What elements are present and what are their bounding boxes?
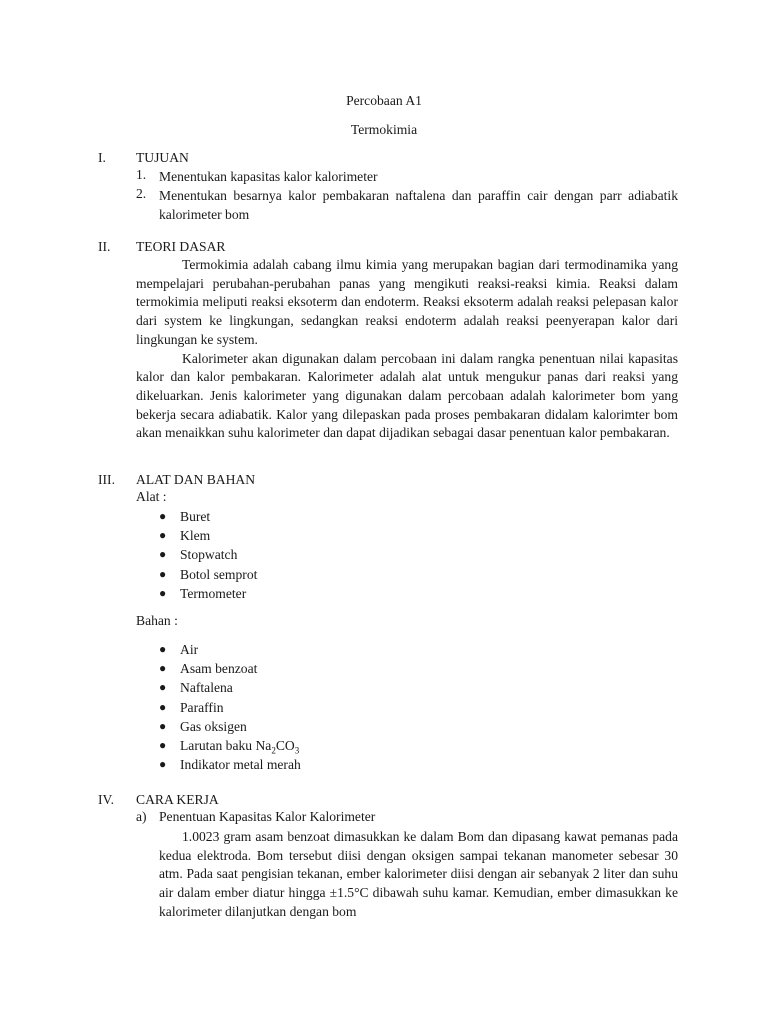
list-item: ● Paraffin xyxy=(159,698,301,717)
section-number-alat-bahan: III. xyxy=(98,472,115,487)
list-item: ● Indikator metal merah xyxy=(159,755,301,774)
bullet-icon: ● xyxy=(159,528,167,543)
bahan-label: Bahan : xyxy=(136,613,178,628)
bullet-icon: ● xyxy=(159,680,167,695)
bahan-list xyxy=(159,640,301,774)
list-item: ● Naftalena xyxy=(159,678,301,697)
alat-list xyxy=(159,507,257,603)
cara-kerja-sub-a-title: Penentuan Kapasitas Kalor Kalorimeter xyxy=(159,809,376,824)
list-item: ● Termometer xyxy=(159,584,257,603)
tujuan-item-text: Menentukan kapasitas kalor kalorimeter xyxy=(159,169,378,184)
section-heading-tujuan: TUJUAN xyxy=(136,150,189,165)
document-title: Percobaan A1 xyxy=(346,93,422,108)
bullet-icon: ● xyxy=(159,642,167,656)
section-heading-teori: TEORI DASAR xyxy=(136,239,226,254)
section-heading-alat-bahan: ALAT DAN BAHAN xyxy=(136,472,256,487)
document-subtitle: Termokimia xyxy=(350,122,418,137)
bullet-icon: ● xyxy=(159,757,167,772)
bullet-icon: ● xyxy=(159,566,167,581)
bullet-icon: ● xyxy=(159,737,167,752)
list-item: ● Gas oksigen xyxy=(159,717,301,736)
list-item: ● Air xyxy=(159,640,301,659)
bullet-icon: ● xyxy=(159,509,167,523)
bullet-icon: ● xyxy=(159,699,167,714)
bullet-icon: ● xyxy=(159,547,167,562)
list-item: ● Larutan baku $Na_2CO_3$ xyxy=(159,737,300,756)
list-item: ● Klem xyxy=(159,526,257,545)
alat-label: Alat : xyxy=(136,489,167,504)
tujuan-item-number: 1. xyxy=(136,167,147,182)
teori-paragraph-2: Kalorimeter akan digunakan dalam percobaan ini dalam rangka penentuan nilai kapasitas kalor dan kalor pembakaran. Kalorimeter adalah alat untuk mengukur panas dari reaksi yang dikeluarkan. Jenis kalorimeter yang digunakan dalam percobaan adalah kalorimeter bom yang bekerja secara adiabatik. Kalor yang dilepaskan pada proses pembakaran didalam kalorimter bom akan menaikkan suhu kalorimeter dan dapat dijadikan sebagai dasar penentuan kalor pembakaran. xyxy=(136,350,678,441)
section-number-teori: II. xyxy=(98,239,111,254)
cara-kerja-sub-a-text: 1.0023 gram asam benzoat dimasukkan ke dalam Bom dan dipasang kawat pemanas pada kedua elektroda. Bom tersebut diisi dengan oksigen sampai tekanan manometer sebesar 30 atm. Pada saat pengisian tekanan, ember kalorimeter diisi dengan air sebanyak 2 liter dan suhu air dalam ember diatur hingga ±1.5°C dibawah suhu kamar. Kemudian, ember dimasukkan ke kalorimeter dilanjutkan dengan bom xyxy=(159,829,678,919)
section-number-cara-kerja: IV. xyxy=(98,792,114,807)
bullet-icon: ● xyxy=(159,661,167,676)
list-item: ● Stopwatch xyxy=(159,545,257,564)
bullet-icon: ● xyxy=(159,718,167,733)
list-item: ● Buret xyxy=(159,507,257,526)
list-item: ● Asam benzoat xyxy=(159,659,301,678)
list-item: ● Botol semprot xyxy=(159,565,257,584)
cara-kerja-sub-a-letter: a) xyxy=(136,809,147,824)
section-number-tujuan: I. xyxy=(98,150,106,165)
teori-body xyxy=(136,256,678,443)
teori-paragraph-1: Termokimia adalah cabang ilmu kimia yang merupakan bagian dari termodinamika yang mempelajari perubahan-perubahan panas yang mengikuti reaksi-reaksi kimia. Reaksi dalam termokimia meliputi reaksi eksoterm dan endoterm. Reaksi eksoterm adalah reaksi pelepasan kalor dari system ke lingkungan, sedangkan reaksi endoterm adalah reaksi peenyerapan kalor dari lingkungan ke system. xyxy=(136,257,678,347)
section-heading-cara-kerja: CARA KERJA xyxy=(136,792,219,807)
cara-kerja-sub-a-body xyxy=(159,828,678,922)
bullet-icon: ● xyxy=(159,585,167,600)
tujuan-item-number: 2. xyxy=(136,186,147,201)
tujuan-item-text: Menentukan besarnya kalor pembakaran naftalena dan paraffin cair dengan parr adiabatik kalorimeter bom xyxy=(159,188,678,222)
